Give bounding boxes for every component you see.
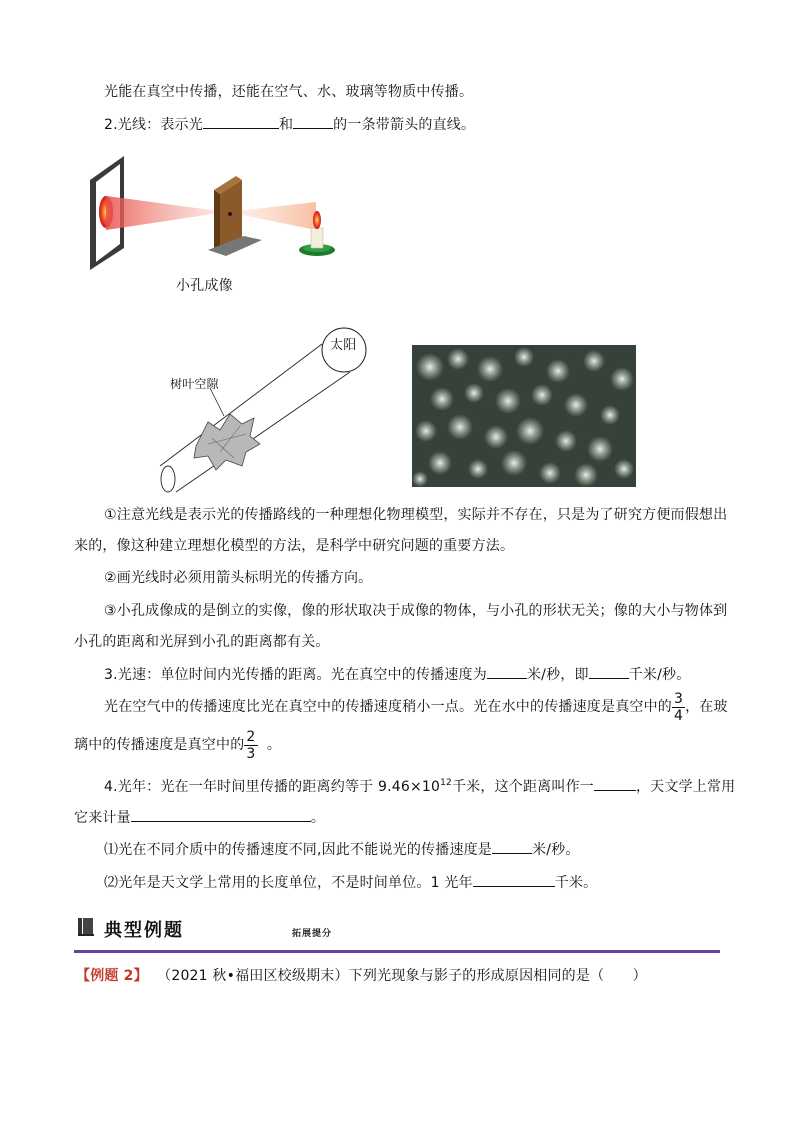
ly-text-b: 千米，这个距离叫作一 [451, 779, 594, 795]
tip-2-text-b: 千米。 [554, 875, 598, 891]
speed-text-a: 3.光速：单位时间内光传播的距离。光在真空中的传播速度为 [104, 667, 487, 683]
ly-text-a: 4.光年：光在一年时间里传播的距离约等于 9.46×10 [104, 779, 441, 795]
fraction-water-num: 3 [674, 690, 684, 707]
light-ray-text-c: 的一条带箭头的直线。 [333, 117, 476, 133]
leaf-cluster [194, 414, 260, 470]
glass-text-a: 璃中的传播速度是真空中的 [74, 737, 245, 753]
example-2 [76, 966, 647, 986]
blank-light-year[interactable] [594, 776, 636, 791]
paragraph-light-media: 光能在真空中传播，还能在空气、水、玻璃等物质中传播。 [104, 84, 474, 100]
label-leaf-gap: 树叶空隙 [170, 377, 219, 391]
paragraph-speed-glass [74, 728, 281, 762]
caption-pinhole: 小孔成像 [176, 278, 233, 294]
pinhole-figure [84, 150, 344, 272]
light-ray-text-b: 和 [278, 117, 294, 133]
ly2-text-a: 它来计量 [74, 810, 131, 826]
blank-tip-2[interactable] [473, 872, 555, 887]
air-text-a: 光在空气中的传播速度比光在真空中的传播速度稍小一点。光在水中的传播速度是真空中的 [104, 699, 672, 715]
light-spots-photo [412, 345, 636, 487]
speed-text-c: 千米/秒。 [628, 667, 691, 683]
fraction-glass-den: 3 [246, 745, 256, 762]
fraction-water [672, 691, 685, 724]
pinhole-dot [228, 212, 232, 216]
fraction-glass-num: 2 [246, 728, 256, 745]
note-1-line-2: 来的，像这种建立理想化模型的方法，是科学中研究问题的重要方法。 [74, 538, 515, 554]
air-text-b: ，在玻 [685, 699, 728, 715]
glass-text-b: 。 [266, 737, 282, 753]
example-text: （2021 秋•福田区校级期末）下列光现象与影子的形成原因相同的是（ ） [157, 968, 647, 984]
light-ray-text-a: 2.光线：表示光 [104, 117, 203, 133]
tip-2 [104, 872, 597, 893]
section-divider [74, 950, 720, 953]
fraction-glass [244, 729, 257, 762]
section-subtitle: 拓展提分 [292, 929, 333, 939]
blank-ray-1[interactable] [203, 114, 279, 129]
blank-tip-1[interactable] [492, 839, 532, 854]
paragraph-light-speed [104, 664, 690, 685]
tip-2-text-a: ⑵光年是天文学上常用的长度单位，不是时间单位。1 光年 [104, 875, 473, 891]
tip-1 [104, 839, 580, 860]
blank-speed-kms[interactable] [589, 664, 629, 679]
paragraph-light-year-2 [74, 807, 325, 828]
section-title: 典型例题 [104, 920, 184, 941]
note-3-line-2: 小孔的距离和光屏到小孔的距离都有关。 [74, 634, 330, 650]
tip-1-text-b: 米/秒。 [532, 842, 580, 858]
paragraph-speed-media [104, 690, 728, 724]
note-3-line-1: ③小孔成像成的是倒立的实像，像的形状取决于成像的物体，与小孔的形状无关；像的大小与物体到 [104, 603, 728, 619]
ly-text-c: ，天文学上常用 [635, 779, 736, 795]
ly2-text-b: 。 [310, 810, 326, 826]
book-icon [78, 918, 94, 936]
paragraph-light-ray [104, 114, 475, 135]
blank-measure[interactable] [131, 807, 311, 822]
light-spot-ellipse [161, 466, 175, 492]
note-1-line-1: ①注意光线是表示光的传播路线的一种理想化物理模型，实际并不存在，只是为了研究方便而假想出 [104, 507, 728, 523]
example-tag: 【例题 2】 [76, 968, 148, 984]
tip-1-text-a: ⑴光在不同介质中的传播速度不同,因此不能说光的传播速度是 [104, 842, 493, 858]
note-2: ②画光线时必须用箭头标明光的传播方向。 [104, 570, 373, 586]
label-sun: 太阳 [330, 338, 357, 353]
blank-speed-ms[interactable] [487, 664, 527, 679]
fraction-water-den: 4 [674, 707, 684, 724]
blank-ray-2[interactable] [293, 114, 333, 129]
light-beam-left [106, 196, 226, 230]
candle-flame [313, 211, 321, 229]
paragraph-light-year [104, 776, 735, 797]
speed-text-b: 米/秒，即 [526, 667, 589, 683]
ly-exponent: 12 [440, 778, 452, 788]
